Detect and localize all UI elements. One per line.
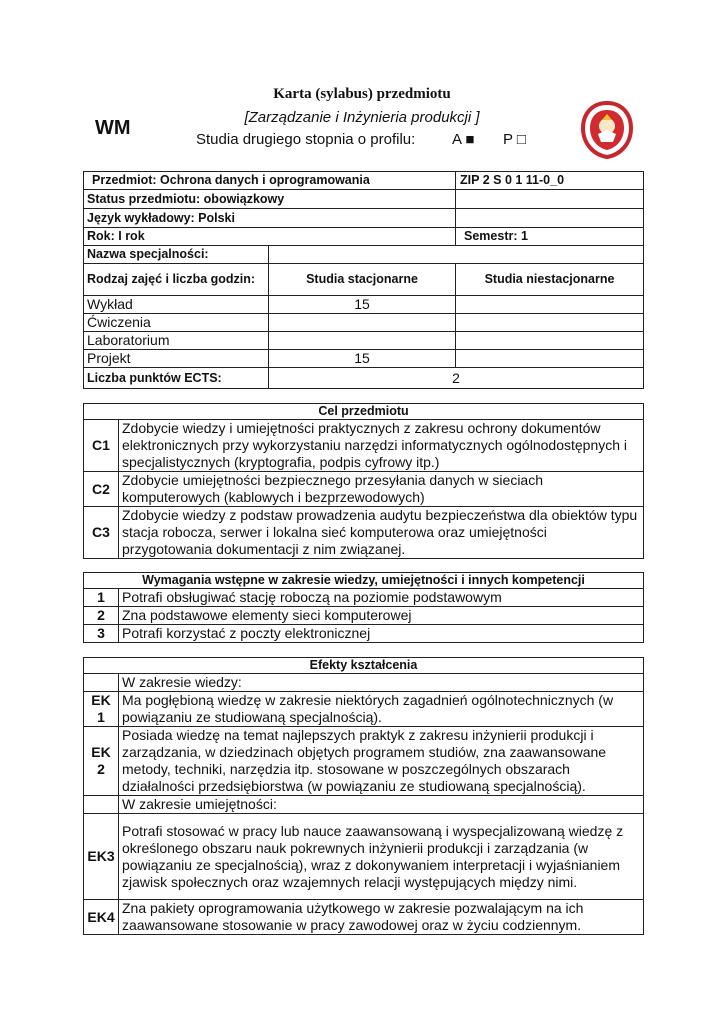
part-time-hours <box>456 314 644 332</box>
part-time-hours <box>456 350 644 368</box>
requirement-number: 1 <box>84 589 119 607</box>
knowledge-header: W zakresie wiedzy: <box>119 674 644 692</box>
program-name: [Zarządzanie i Inżynieria produkcji ] <box>244 109 480 126</box>
outcome-text: Zna pakiety oprogramowania użytkowego w zakresie pozwalającym na ich zaawansowane stosowanie w pracy zawodowej oraz w życiu codziennym. <box>119 900 644 935</box>
empty-cell <box>84 796 119 814</box>
class-type-label: Rodzaj zajęć i liczba godzin: <box>84 264 269 296</box>
requirement-text: Zna podstawowe elementy sieci komputerowej <box>119 607 644 625</box>
skills-header: W zakresie umiejętności: <box>119 796 644 814</box>
profile-option-p: P □ <box>503 131 526 148</box>
goal-text: Zdobycie wiedzy z podstaw prowadzenia audytu bezpieczeństwa dla obiektów typu stacja robocza, serwer i lokalna sieć komputerowa oraz umiejętności przygotowania dokumentacji z nim związanej. <box>119 507 644 559</box>
requirement-text: Potrafi obsługiwać stację roboczą na poziomie podstawowym <box>119 589 644 607</box>
class-type-name: Projekt <box>84 350 269 368</box>
outcome-text: Ma pogłębioną wiedzę w zakresie niektórych zagadnień ogólnotechnicznych (w powiązaniu ze studiowaną specjalnością). <box>119 692 644 727</box>
subject-cell: Przedmiot: Ochrona danych i oprogramowania <box>84 172 456 190</box>
part-time-hours <box>456 296 644 314</box>
empty-cell <box>269 246 644 264</box>
outcome-text: Posiada wiedzę na temat najlepszych praktyk z zakresu inżynierii produkcji i zarządzania, w dziedzinach objętych programem studiów, zna zaawansowane metody, techniki, narzędzia itp. stosowane w poszczególnych obszarach działalności przedsiębiorstwa (w powiązaniu ze studiowaną specjalnością). <box>119 727 644 796</box>
requirement-number: 3 <box>84 625 119 643</box>
requirement-number: 2 <box>84 607 119 625</box>
empty-cell <box>84 674 119 692</box>
studies-profile <box>196 131 526 148</box>
course-code: ZIP 2 S 0 1 11-0_0 <box>456 172 644 190</box>
ects-label: Liczba punktów ECTS: <box>84 368 269 389</box>
studies-profile-label: Studia drugiego stopnia o profilu: <box>196 131 416 148</box>
requirements-title: Wymagania wstępne w zakresie wiedzy, umiejętności i innych kompetencji <box>84 573 644 589</box>
requirement-text: Potrafi korzystać z poczty elektronicznej <box>119 625 644 643</box>
goal-code: C3 <box>84 507 119 559</box>
empty-cell <box>456 209 644 228</box>
outcome-code: EK 2 <box>84 727 119 796</box>
part-time-hours <box>456 332 644 350</box>
document-title: Karta (sylabus) przedmiotu <box>273 86 451 102</box>
goals-title: Cel przedmiotu <box>84 404 644 420</box>
outcome-text: Potrafi stosować w pracy lub nauce zaawansowaną i wyspecjalizowaną wiedzę z określonego obszaru nauk pokrewnych inżynierii produkcji i zarządzania (w powiązaniu ze specjalnością), wraz z dokonywaniem interpretacji i wyjaśnianiem zjawisk społecznych oraz wzajemnych relacji występujących między nimi. <box>119 814 644 900</box>
language-cell: Język wykładowy: Polski <box>84 209 456 228</box>
university-emblem-icon <box>580 100 634 160</box>
ects-value: 2 <box>269 368 644 389</box>
outcome-code: EK4 <box>84 900 119 935</box>
goal-text: Zdobycie wiedzy i umiejętności praktycznych z zakresu ochrony dokumentów elektronicznych przy wykorzystaniu narzędzi informatycznych ogólnodostępnych i specjalistycznych (kryptografia, podpis cyfrowy itp.) <box>119 420 644 472</box>
year-cell: Rok: I rok <box>84 228 456 246</box>
outcome-code: EK3 <box>84 814 119 900</box>
goals-table <box>83 403 644 559</box>
class-type-name: Laboratorium <box>84 332 269 350</box>
specialty-cell: Nazwa specjalności: <box>84 246 269 264</box>
outcomes-title: Efekty kształcenia <box>84 658 644 674</box>
course-info-table <box>83 171 644 389</box>
semester-cell: Semestr: 1 <box>456 228 644 246</box>
full-time-hours: 15 <box>269 350 456 368</box>
class-type-name: Ćwiczenia <box>84 314 269 332</box>
outcomes-table <box>83 657 644 935</box>
goal-code: C2 <box>84 472 119 507</box>
wm-label: WM <box>95 117 131 139</box>
full-time-hours <box>269 314 456 332</box>
class-type-name: Wykład <box>84 296 269 314</box>
status-cell: Status przedmiotu: obowiązkowy <box>84 190 456 209</box>
goal-text: Zdobycie umiejętności bezpiecznego przesyłania danych w sieciach komputerowych (kablowych i bezprzewodowych) <box>119 472 644 507</box>
part-time-header: Studia niestacjonarne <box>456 264 644 296</box>
empty-cell <box>456 190 644 209</box>
full-time-header: Studia stacjonarne <box>269 264 456 296</box>
goal-code: C1 <box>84 420 119 472</box>
full-time-hours <box>269 332 456 350</box>
full-time-hours: 15 <box>269 296 456 314</box>
profile-option-a: A ■ <box>452 131 475 148</box>
requirements-table <box>83 572 644 643</box>
outcome-code: EK 1 <box>84 692 119 727</box>
